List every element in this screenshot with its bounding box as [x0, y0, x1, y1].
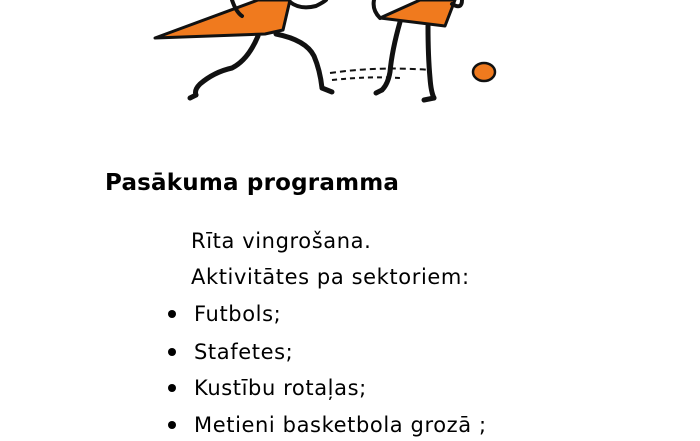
list-item	[164, 376, 367, 400]
list-item	[164, 302, 281, 326]
list-item-label: Futbols;	[194, 302, 282, 326]
bullet-icon	[168, 310, 176, 318]
list-item-label: Stafetes;	[194, 340, 294, 364]
intro-line-sector-activities: Aktivitātes pa sektoriem:	[191, 265, 470, 289]
program-heading: Pasākuma programma	[105, 170, 400, 196]
intro-line-morning-exercise: Rīta vingrošana.	[191, 229, 372, 253]
list-item	[164, 340, 293, 364]
bullet-icon	[168, 384, 176, 392]
bullet-icon	[168, 348, 176, 356]
list-item	[164, 413, 487, 437]
list-item-label: Kustību rotaļas;	[194, 376, 367, 400]
bullet-icon	[168, 421, 176, 429]
kids-playing-football-icon	[0, 0, 700, 110]
list-item-label: Metieni basketbola grozā ;	[194, 413, 487, 437]
